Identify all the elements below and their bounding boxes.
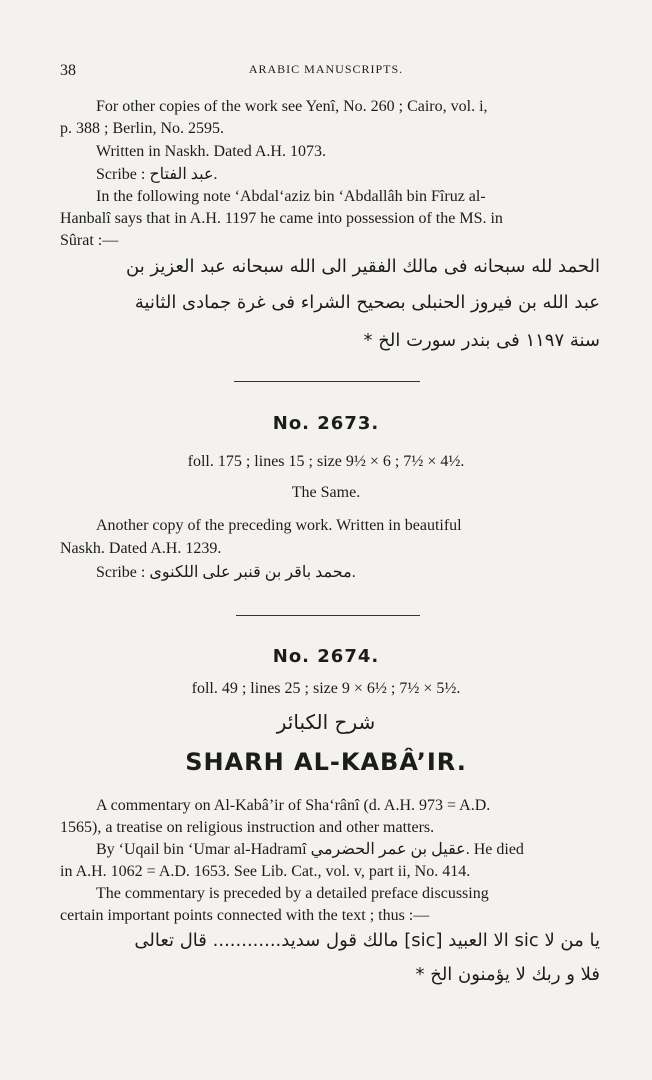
arabic-note-line-2: عبد الله بن فيروز الحنبلى بصحيح الشراء فى غرة جمادى الثانية [134, 292, 600, 313]
copies-line-2: p. 388 ; Berlin, No. 2595. [60, 120, 224, 137]
note-line-1: In the following note ‘Abdal‘aziz bin ‘Abdallâh bin Fîruz al- [96, 188, 486, 205]
arabic-quote-line-1: يا من لا sic الا العبيد [sic] مالك قول سديد............ قال تعالى [134, 930, 600, 951]
note-line-3: Sûrat :— [60, 232, 119, 249]
entry-collation: foll. 49 ; lines 25 ; size 9 × 6½ ; 7½ × 5½. [191, 680, 461, 697]
entry-number: No. 2673. [272, 413, 380, 434]
entry-collation: foll. 175 ; lines 15 ; size 9½ × 6 ; 7½ × 4½. [187, 453, 465, 470]
page-number: 38 [60, 62, 76, 79]
section-divider [236, 615, 420, 616]
scribe-line: Scribe : عبد الفتاح. [96, 166, 218, 183]
entry-number: No. 2674. [272, 646, 380, 667]
arabic-note-line-1: الحمد لله سبحانه فى مالك الفقير الى الله سبحانه عبد العزيز بن [126, 256, 600, 277]
description-line-3: By ‘Uqail bin ‘Umar al-Hadramî عقيل بن عمر الحضرمي. He died [96, 841, 524, 858]
written-line: Written in Naskh. Dated A.H. 1073. [96, 143, 326, 160]
work-title: SHARH AL-KABÂ’IR. [185, 748, 467, 776]
arabic-note-line-3: سنة ١١٩٧ فى بندر سورت الخ * [363, 330, 600, 351]
running-header: ARABIC MANUSCRIPTS. [248, 62, 404, 76]
entry-description-line-2: Naskh. Dated A.H. 1239. [60, 540, 222, 557]
description-line-5: The commentary is preceded by a detailed preface discussing [96, 885, 489, 902]
section-divider [234, 381, 420, 382]
note-line-2: Hanbalî says that in A.H. 1197 he came into possession of the MS. in [60, 210, 503, 227]
arabic-title: شرح الكبائر [276, 710, 376, 734]
copies-line-1: For other copies of the work see Yenî, No. 260 ; Cairo, vol. i, [96, 98, 488, 115]
arabic-quote-line-2: فلا و ربك لا يؤمنون الخ * [415, 964, 600, 985]
description-line-6: certain important points connected with the text ; thus :— [60, 907, 430, 924]
entry-title: The Same. [291, 484, 361, 501]
entry-scribe: Scribe : محمد باقر بن قنبر علی اللکنوی. [96, 564, 356, 581]
description-line-1: A commentary on Al-Kabâ’ir of Sha‘rânî (d. A.H. 973 = A.D. [96, 797, 491, 814]
description-line-2: 1565), a treatise on religious instruction and other matters. [60, 819, 435, 836]
entry-description-line-1: Another copy of the preceding work. Written in beautiful [96, 517, 462, 534]
description-line-4: in A.H. 1062 = A.D. 1653. See Lib. Cat., vol. v, part ii, No. 414. [60, 863, 471, 880]
